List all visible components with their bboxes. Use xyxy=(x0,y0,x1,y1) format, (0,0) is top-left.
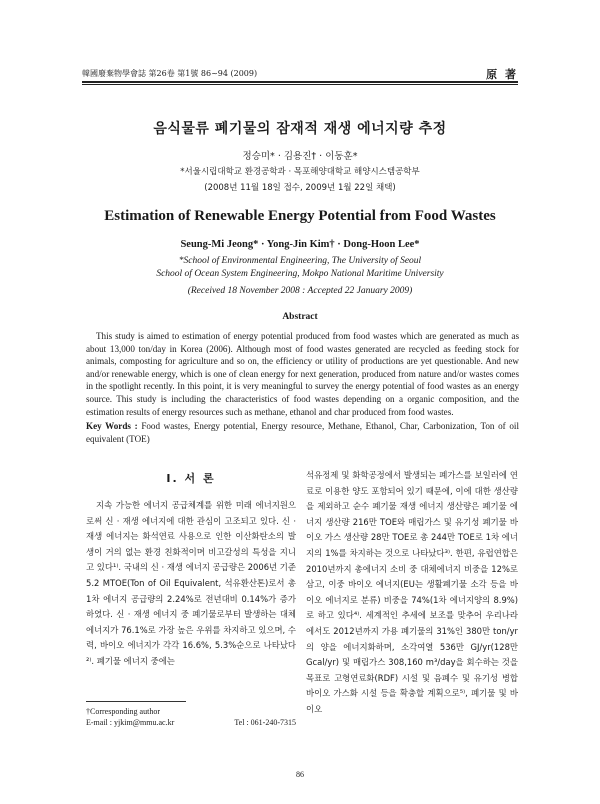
keywords-text: Food wastes, Energy potential, Energy resource, Methane, Ethanol, Char, Carbonization, Ton of oil equivalent (TOE) xyxy=(86,421,519,444)
english-authors: Seung-Mi Jeong* · Yong-Jin Kim† · Dong-Hoon Lee* xyxy=(180,239,420,250)
korean-affiliation: *서울시립대학교 환경공학과 · 목포해양대학교 해양시스템공학부 xyxy=(180,167,420,177)
page-number: 86 xyxy=(296,770,304,779)
keywords xyxy=(86,420,519,445)
corresponding-author-label: †Corresponding author xyxy=(86,707,160,716)
header-rule-thick xyxy=(82,81,518,83)
article-type-label: 原 著 xyxy=(486,68,518,81)
korean-authors: 정승미* · 김용진† · 이동훈* xyxy=(242,151,358,162)
footnote-rule xyxy=(86,701,186,702)
section-heading-introduction: I. 서 론 xyxy=(166,472,216,485)
running-header xyxy=(82,66,518,80)
korean-title: 음식물류 폐기물의 잠재적 재생 에너지량 추정 xyxy=(153,121,447,137)
journal-citation: 韓國廢棄物學會誌 第26卷 第1號 86~94 (2009) xyxy=(82,69,258,78)
english-title: Estimation of Renewable Energy Potential from Food Wastes xyxy=(104,208,496,224)
corresponding-phone: Tel : 061-240-7315 xyxy=(234,718,296,727)
english-dates: (Received 18 November 2008 : Accepted 22 January 2009) xyxy=(187,286,413,296)
english-affiliation-1: *School of Environmental Engineering, The University of Seoul xyxy=(178,256,422,266)
keywords-label: Key Words : xyxy=(86,421,138,431)
intro-right-paragraph: 석유정제 및 화학공정에서 발생되는 폐가스를 보일러에 연료로 이용한 양도 포함되어 있기 때문에, 이에 대한 생산량을 제외하고 순수 폐기물 재생 에너지 생산량은 폐기물 에너지 생산량 216만 TOE와 매립가스 및 유기성 폐기물 바이오 가스 생산량 28만 TOE로 총 244만 TOE로 1차 에너지의 1%를 차지하는 것으로 나타났다³⁾. 한편, 유럽연합은 2010년까지 총에너지 소비 중 대체에너지 비중을 12%로 삼고, 이중 바이오 에너지(EU는 생활폐기물 소각 등을 바이오 에너지로 분류) 비중을 74%(1차 에너지양의 8.9%)로 하고 있다⁴⁾. 세계적인 추세에 보조를 맞추어 우리나라에서도 2012년까지 가용 폐기물의 31%인 380만 ton/yr의 양을 에너지화하며, 소각여열 536만 GJ/yr(128만 Gcal/yr) 및 매립가스 308,160 m³/day을 회수하는 것을 목표로 고형연료화(RDF) 시설 및 음폐수 및 유기성 병합 바이오 가스화 시설 등을 확충할 계획으로⁵⁾, 폐기물 및 바이오 xyxy=(306,470,518,714)
english-affiliation-2: School of Ocean System Engineering, Mokpo National Maritime University xyxy=(156,269,444,279)
korean-dates: (2008년 11월 18일 접수, 2009년 1월 22일 채택) xyxy=(204,183,396,193)
intro-left-paragraph: 지속 가능한 에너지 공급체계를 위한 미래 에너지원으로써 신 · 재생 에너지에 대한 관심이 고조되고 있다. 신 · 재생 에너지는 화석연료 사용으로 인한 이산화탄소의 발생이 거의 없는 환경 친화적이며 비고갈성의 특성을 지니고 있다¹⁾. 국내의 신 · 재생 에너지 공급량은 2006년 기준 5.2 MTOE(Ton of Oil Equivalent, 석유환산톤)로서 총 1차 에너지 공급량의 2.24%로 전년대비 0.14%가 증가하였다. 신 · 재생 에너지 중 폐기물로부터 발생하는 대체 에너지가 76.1%로 가장 높은 우위를 차지하고 있으며, 수력, 바이오 에너지가 각각 16.6%, 5.3%순으로 나타났다²⁾. 폐기물 에너지 중에는 xyxy=(86,500,296,666)
abstract-text: This study is aimed to estimation of energy potential produced from food wastes which are generated as much as about 13,000 ton/day in Korea (2006). Although most of food wastes generated are recycled as feeding stock for animals, composting for agriculture and so on, the efficiency or utility of productions are yet questionable. And new and/or renewable energy, which is one of clean energy for next generation, produced from nature and/or wastes comes in the spotlight recently. In this point, it is very meaningful to survey the energy potential of food wastes as an energy source. This study is including the characteristics of food wastes depending on a organic composition, and the estimation results of energy resources such as methane, ethanol and char produced from food wastes. xyxy=(86,331,519,417)
corresponding-email: E-mail : yjkim@mmu.ac.kr xyxy=(86,718,175,727)
footnote-contact-row xyxy=(86,717,296,728)
footnote xyxy=(86,706,296,728)
abstract-heading: Abstract xyxy=(282,312,318,322)
header-rule-thin xyxy=(82,84,518,85)
